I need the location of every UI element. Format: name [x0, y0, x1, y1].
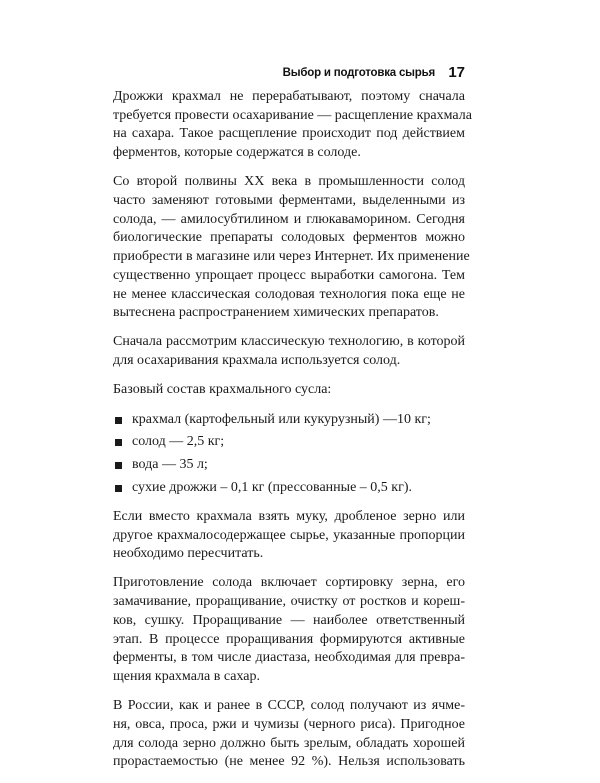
paragraph: [113, 88, 472, 163]
list-item: [113, 433, 465, 452]
text-line: необходимо пересчитать.: [113, 546, 264, 562]
text-line: другое крахмалосодержащее сырье, указанные пропорции: [113, 527, 465, 543]
text-line: вытеснена распространением химических препаратов.: [113, 305, 439, 321]
paragraph: [113, 333, 465, 370]
text-line: ферменты, в том числе диастаза, необходимая для превра-: [113, 650, 465, 666]
text-line: солода, — амилосубтилином и глюкаваморином. Сегодня: [113, 211, 465, 227]
square-bullet-icon: [115, 485, 122, 492]
text-line: В России, как и ранее в СССР, солод получают из ячме-: [113, 698, 465, 714]
text-line: Сначала рассмотрим классическую технологию, в которой: [113, 334, 465, 350]
text-line: Дрожжи крахмал не перерабатывают, поэтому сначала: [113, 89, 465, 104]
square-bullet-icon: [115, 462, 122, 469]
paragraph: [113, 508, 465, 564]
page-number: 17: [448, 64, 465, 81]
text-line: Базовый состав крахмального сусла:: [113, 382, 332, 398]
text-line: Приготовление солода включает сортировку зерна, его: [113, 575, 465, 591]
page-body: [113, 88, 472, 783]
list-item: [113, 411, 465, 430]
text-line: замачивание, проращивание, очистку от ростков и кореш-: [113, 594, 465, 610]
list-item-text: солод — 2,5 кг;: [132, 434, 225, 450]
paragraph: [113, 697, 465, 772]
text-line: часто заменяют готовыми ферментами, выделенными из: [113, 193, 465, 209]
paragraph: [113, 173, 470, 323]
text-line: для солода зерно должно быть зрелым, обладать хорошей: [113, 735, 465, 751]
text-line: требуется провести осахаривание — расщепление крахмала: [113, 107, 472, 123]
list-item-text: крахмал (картофельный или кукурузный) —10 кг;: [132, 411, 431, 427]
square-bullet-icon: [115, 417, 122, 424]
square-bullet-icon: [115, 439, 122, 446]
text-line: Со второй полвины XX века в промышленности солод: [113, 174, 465, 190]
list-item-text: сухие дрожжи – 0,1 кг (прессованные – 0,5 кг).: [132, 479, 412, 495]
text-line: ков, сушку. Проращивание — наиболее ответственный: [113, 612, 465, 628]
text-line: для осахаривания крахмала используется солод.: [113, 353, 401, 369]
list-item: [113, 479, 465, 498]
text-line: щения крахмала в сахар.: [113, 668, 260, 684]
text-line: биологические препараты солодовых ферментов можно: [113, 230, 465, 246]
text-line: приобрести в магазине или через Интернет. Их применение: [113, 249, 470, 265]
text-line: этап. В процессе проращивания формируются активные: [113, 631, 465, 647]
composition-list: [113, 411, 465, 498]
text-line: ферментов, которые содержатся в солоде.: [113, 145, 361, 161]
text-line: прорастаемостью (не менее 92 %). Нельзя использовать: [113, 754, 465, 770]
running-header: [113, 63, 465, 83]
text-line: ня, овса, проса, ржи и чумизы (черного риса). Пригодное: [113, 716, 465, 732]
list-item: [113, 456, 465, 475]
list-item-text: вода — 35 л;: [132, 456, 208, 472]
text-line: Если вместо крахмала взять муку, дробленое зерно или: [113, 508, 465, 524]
text-line: не менее классическая солодовая технология пока еще не: [113, 286, 465, 302]
paragraph: [113, 381, 465, 400]
paragraph: [113, 574, 465, 686]
running-header-title: Выбор и подготовка сырья: [282, 67, 435, 79]
text-line: на сахара. Такое расщепление происходит под действием: [113, 126, 465, 142]
text-line: существенно упрощает процесс выработки самогона. Тем: [113, 267, 465, 283]
